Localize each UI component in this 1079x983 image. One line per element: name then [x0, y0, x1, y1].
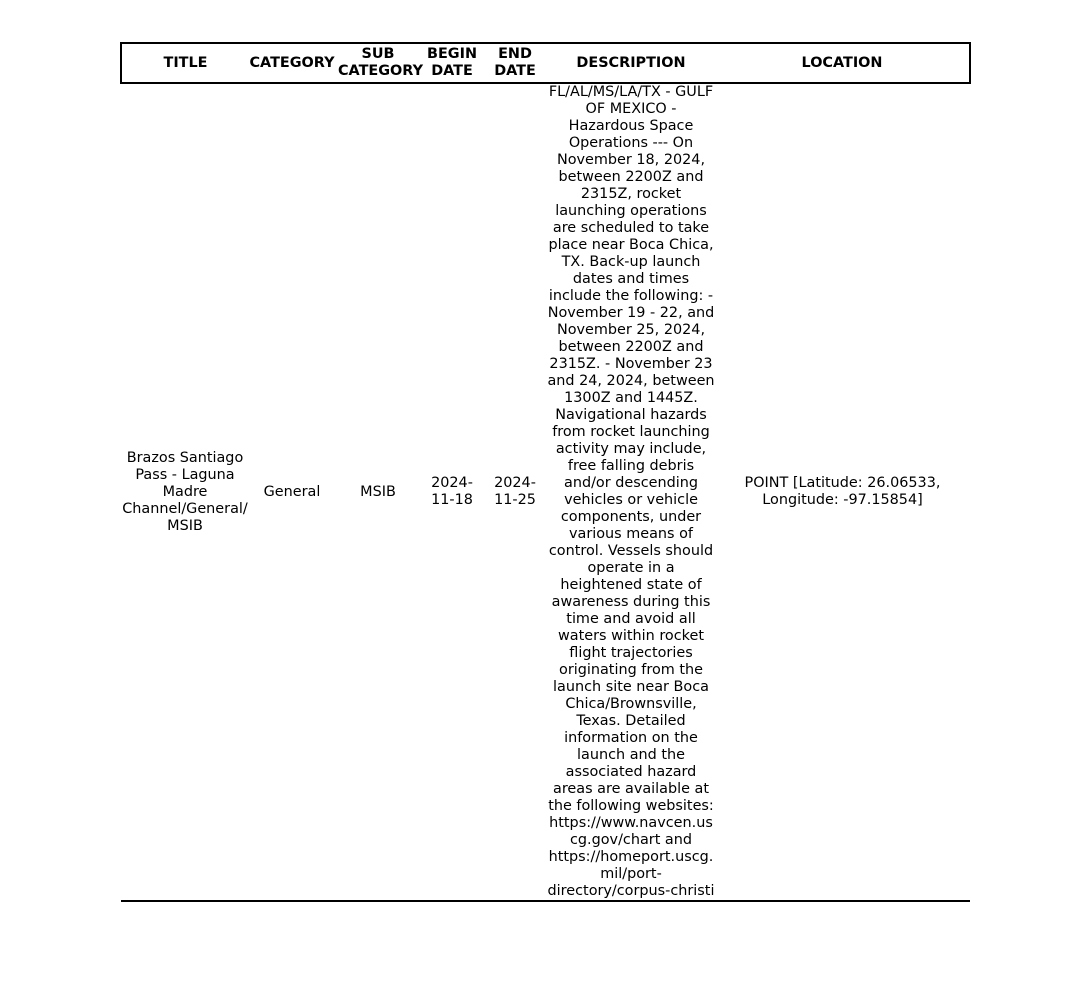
cell-description: FL/AL/MS/LA/TX - GULF OF MEXICO - Hazardous Space Operations --- On November 18, 2024, between 2200Z and 2315Z, rocket launching operations are scheduled to take place near Boca Chica, TX. Back-up launch dates and times include the following: - November 19 - 22, and November 25, 2024, between 2200Z and 2315Z. - November 23 and 24, 2024, between 1300Z and 1445Z. Navigational hazards from rocket launching activity may include, free falling debris and/or descending vehicles or vehicle components, under various means of control. Vessels should operate in a heightened state of awareness during this time and avoid all waters within rocket flight trajectories originating from the launch site near Boca Chica/Brownsville, Texas. Detailed information on the launch and the associated hazard areas are available at the following websites: https://www.navcen.uscg.gov/chart and https://homeport.uscg.mil/port-directory/corpus-christi — [547, 84, 715, 899]
cell-begin-date: 2024-11-18 — [431, 475, 473, 508]
cell-end-date: 2024-11-25 — [494, 475, 536, 508]
header-category: CATEGORY — [249, 43, 335, 83]
msib-table — [120, 42, 971, 902]
table-row — [121, 83, 970, 901]
cell-sub-category: MSIB — [360, 483, 396, 500]
cell-location: POINT [Latitude: 26.06533, Longitude: -97.15854] — [744, 475, 941, 508]
header-begin-date: BEGIN DATE — [421, 43, 483, 83]
header-description: DESCRIPTION — [547, 43, 715, 83]
header-sub-category: SUB CATEGORY — [335, 43, 421, 83]
header-end-date: END DATE — [483, 43, 547, 83]
header-location: LOCATION — [715, 43, 970, 83]
header-title: TITLE — [121, 43, 249, 83]
cell-title: Brazos Santiago Pass - Laguna Madre Channel/General/MSIB — [122, 449, 248, 534]
header-row — [121, 43, 970, 83]
cell-category: General — [263, 483, 321, 500]
